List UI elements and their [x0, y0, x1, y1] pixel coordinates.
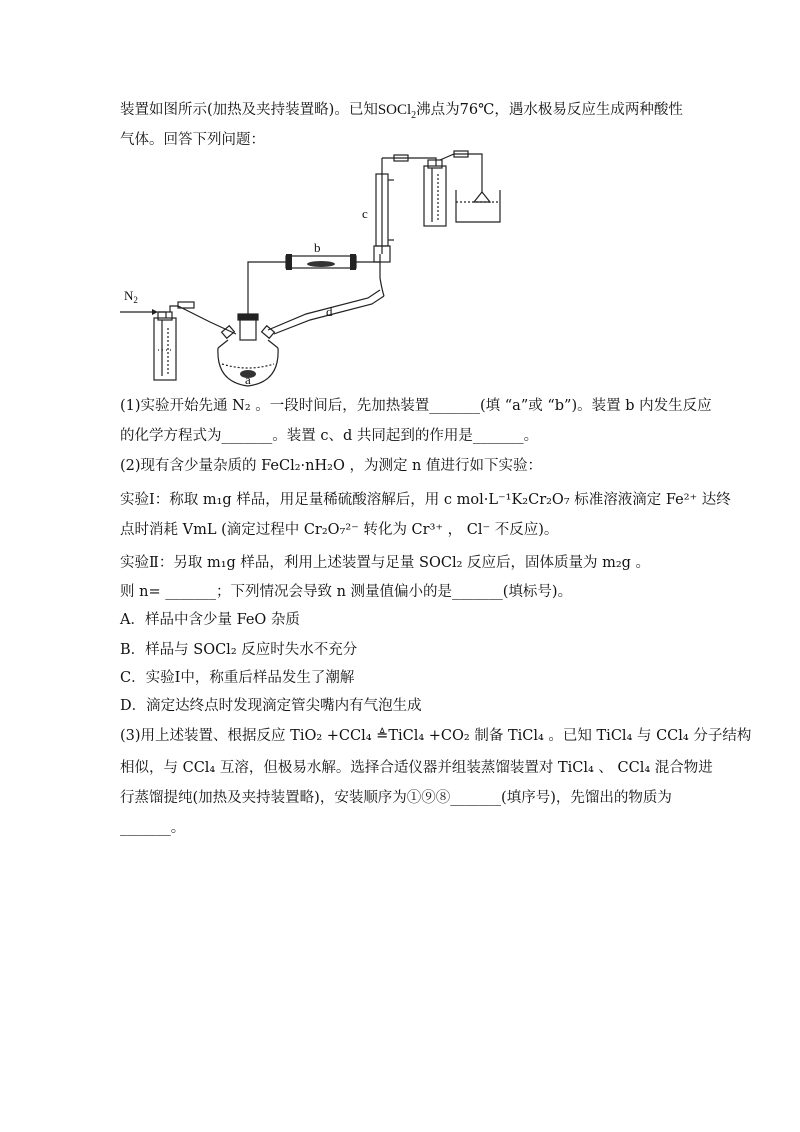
- label-a: a: [245, 372, 251, 387]
- q3-line-2: 相似，与 CCl₄ 互溶，但极易水解。选择合适仪器并组装蒸馏装置对 TiCl₄ 、 CCl₄ 混合物进: [120, 760, 713, 776]
- absorber-bottle: [424, 166, 446, 226]
- intro-line-1: [120, 100, 683, 126]
- q2-line-5: 则 n= _______；下列情况会导致 n 测量值偏小的是_______(填标号)。: [120, 584, 573, 600]
- option-b: B．样品与 SOCl₂ 反应时失水不充分: [120, 642, 358, 658]
- q2-line-4: 实验Ⅱ：另取 m₁g 样品，利用上述装置与足量 SOCl₂ 反应后，固体质量为 m₂g 。: [120, 555, 651, 571]
- q1-line-2: 的化学方程式为_______。装置 c、d 共同起到的作用是_______。: [120, 428, 539, 444]
- q2-line-1: (2)现有含少量杂质的 FeCl₂·nH₂O ，为测定 n 值进行如下实验：: [120, 458, 542, 474]
- option-a: A．样品中含少量 FeO 杂质: [120, 612, 300, 628]
- socl2-formula: SOCl$_2$: [377, 102, 417, 121]
- q1-line-1: (1)实验开始先通 N₂ 。一段时间后，先加热装置_______(填 “a”或 “b”)。装置 b 内发生反应: [120, 398, 712, 414]
- beaker: [456, 190, 500, 222]
- q3-line-4: _______。: [120, 820, 186, 836]
- q2-line-2: 实验Ⅰ：称取 m₁g 样品，用足量稀硫酸溶解后，用 c mol·L⁻¹K₂Cr₂O₇ 标准溶液滴定 Fe²⁺ 达终: [120, 492, 731, 508]
- apparatus-diagram: [118, 150, 518, 390]
- n2-wash-bottle: [154, 318, 176, 380]
- q2-line-3: 点时消耗 VmL (滴定过程中 Cr₂O₇²⁻ 转化为 Cr³⁺ ， Cl⁻ 不反应)。: [120, 522, 559, 538]
- q3-line-1: (3)用上述装置、根据反应 TiO₂ +CCl₄ ≜TiCl₄ +CO₂ 制备 TiCl₄ 。已知 TiCl₄ 与 CCl₄ 分子结构: [120, 728, 752, 744]
- intro-text-a: 装置如图所示(加热及夹持装置略)。已知: [120, 102, 378, 118]
- q3-line-3: 行蒸馏提纯(加热及夹持装置略)，安装顺序为①⑨⑧_______(填序号)，先馏出的物质为: [120, 790, 672, 806]
- pipe-d: [268, 290, 380, 330]
- option-d: D．滴定达终点时发现滴定管尖嘴内有气泡生成: [120, 698, 422, 714]
- intro-text-b: 沸点为76℃，遇水极易反应生成两种酸性: [416, 102, 683, 118]
- intro-line-2: 气体。回答下列问题：: [120, 132, 265, 148]
- label-d: d: [326, 304, 333, 319]
- option-c: C．实验Ⅰ中，称重后样品发生了潮解: [120, 670, 355, 686]
- label-c: c: [362, 206, 368, 221]
- label-n2: $N_2$: [124, 288, 138, 305]
- label-b: b: [314, 240, 321, 255]
